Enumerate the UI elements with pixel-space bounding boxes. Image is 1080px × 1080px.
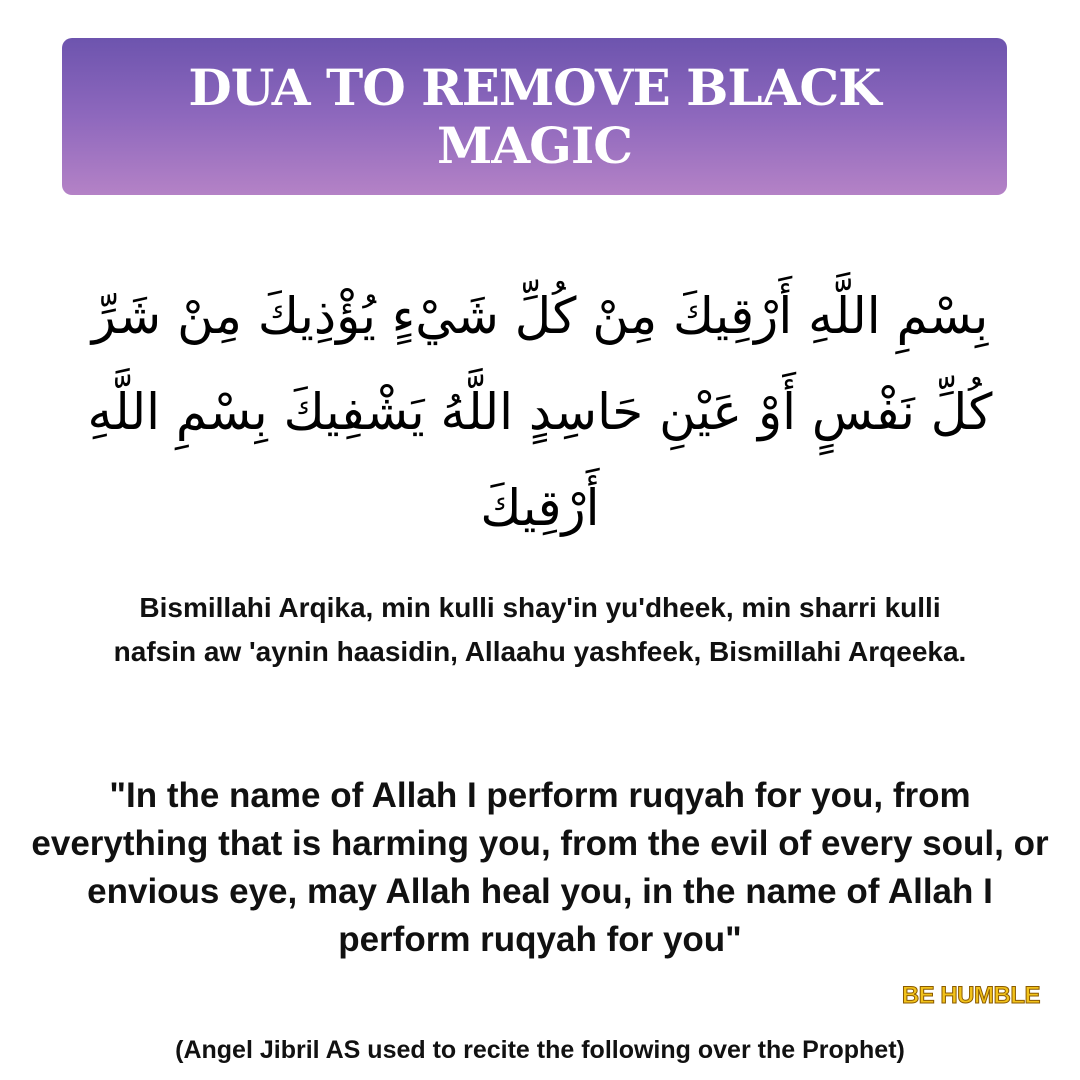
- footnote-text: (Angel Jibril AS used to recite the following over the Prophet): [175, 1036, 905, 1064]
- arabic-dua-text: بِسْمِ اللَّهِ أَرْقِيكَ مِنْ كُلِّ شَيْءٍ يُؤْذِيكَ مِنْ شَرِّ كُلِّ نَفْسٍ أَوْ عَيْنِ حَاسِدٍ اللَّهُ يَشْفِيكَ بِسْمِ اللَّهِ أَرْقِيكَ: [87, 287, 993, 537]
- transliteration-text: Bismillahi Arqika, min kulli shay'in yu'dheek, min sharri kulli nafsin aw 'aynin haasidin, Allaahu yashfeek, Bismillahi Arqeeka.: [113, 592, 967, 667]
- page-title: DUA TO REMOVE BLACK MAGIC: [188, 57, 881, 175]
- brand-watermark: BE HUMBLE: [901, 982, 1040, 1009]
- title-banner: [62, 38, 1007, 195]
- translation-text: "In the name of Allah I perform ruqyah for you, from everything that is harming you, from the evil of every soul, or envious eye, may Allah heal you, in the name of Allah I perform ruqyah for you": [31, 776, 1049, 959]
